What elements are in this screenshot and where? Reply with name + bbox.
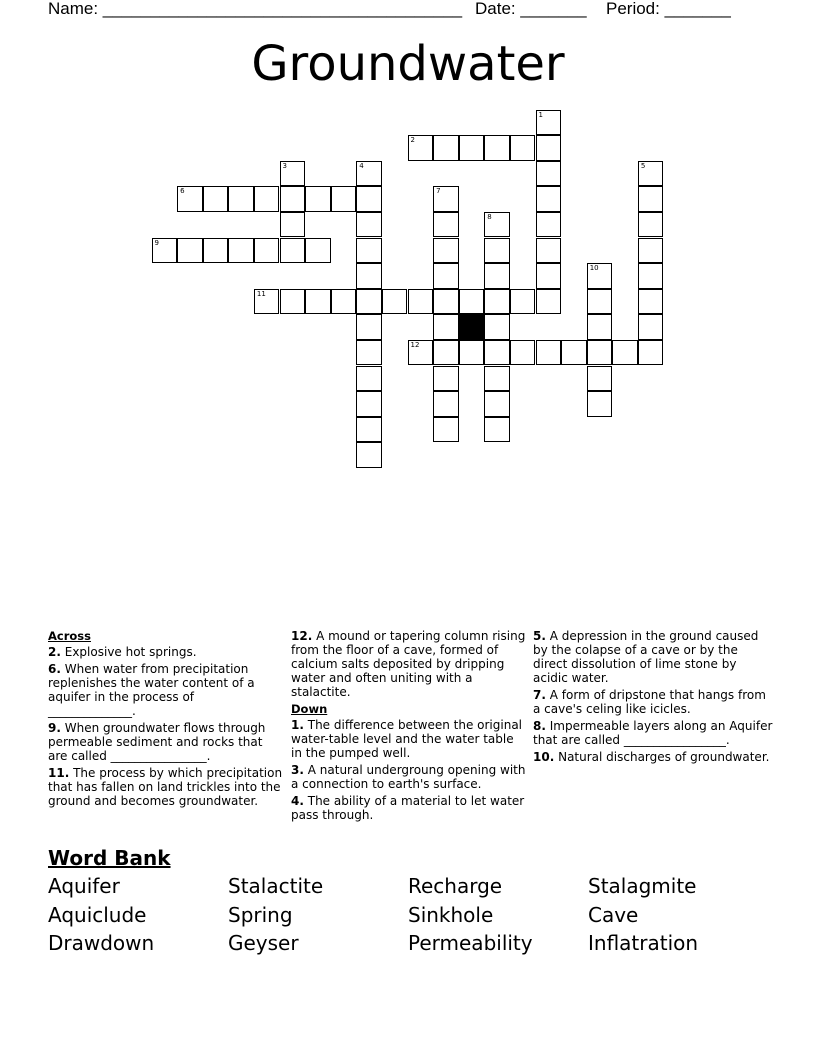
- clue-number: 8: [487, 212, 492, 221]
- clue-across-9: 9. When groundwater flows through permeable sediment and rocks that are called ________________.: [48, 721, 266, 763]
- crossword-cell[interactable]: [254, 238, 280, 264]
- crossword-cell[interactable]: [510, 289, 536, 315]
- crossword-cell[interactable]: [459, 135, 485, 161]
- crossword-cell[interactable]: [587, 263, 613, 289]
- crossword-cell[interactable]: [356, 186, 382, 212]
- crossword-cell[interactable]: [356, 417, 382, 443]
- crossword-cell[interactable]: [356, 289, 382, 315]
- crossword-cell[interactable]: [587, 366, 613, 392]
- crossword-cell[interactable]: [305, 289, 331, 315]
- crossword-cell[interactable]: [305, 186, 331, 212]
- crossword-cell[interactable]: [638, 238, 664, 264]
- crossword-cell[interactable]: [536, 135, 562, 161]
- crossword-cell[interactable]: [484, 340, 510, 366]
- clue-number: 2: [410, 136, 415, 145]
- crossword-cell[interactable]: [638, 212, 664, 238]
- crossword-cell[interactable]: [331, 186, 357, 212]
- crossword-cell[interactable]: [433, 186, 459, 212]
- page-title: Groundwater: [251, 36, 565, 92]
- word-bank-word: Spring: [228, 903, 293, 927]
- clue-down-3: 3. A natural undergroung opening with a connection to earth's surface.: [291, 763, 526, 791]
- crossword-cell[interactable]: [228, 186, 254, 212]
- crossword-cell[interactable]: [356, 314, 382, 340]
- crossword-cell[interactable]: [177, 238, 203, 264]
- crossword-cell[interactable]: [484, 238, 510, 264]
- crossword-cell[interactable]: [382, 289, 408, 315]
- crossword-cell[interactable]: [536, 340, 562, 366]
- crossword-cell[interactable]: [612, 340, 638, 366]
- crossword-cell[interactable]: [356, 161, 382, 187]
- crossword-black-cell: [459, 314, 485, 340]
- clues-column-2: [291, 629, 527, 825]
- crossword-cell[interactable]: [561, 340, 587, 366]
- clue-down-4: 4. The ability of a material to let water pass through.: [291, 794, 525, 822]
- clues-column-3: [533, 629, 773, 767]
- crossword-cell[interactable]: [587, 340, 613, 366]
- crossword-cell[interactable]: [356, 391, 382, 417]
- crossword-cell[interactable]: [356, 238, 382, 264]
- clue-across-12: 12. A mound or tapering column rising from the floor of a cave, formed of calcium salts deposited by dripping water and often uniting with a stalactite.: [291, 629, 526, 699]
- crossword-cell[interactable]: [484, 314, 510, 340]
- crossword-cell[interactable]: [484, 212, 510, 238]
- clue-number: 1: [538, 110, 543, 119]
- crossword-cell[interactable]: [587, 314, 613, 340]
- crossword-cell[interactable]: [510, 340, 536, 366]
- word-bank-word: Drawdown: [48, 931, 155, 955]
- crossword-cell[interactable]: [536, 161, 562, 187]
- clue-number: 12: [410, 340, 420, 349]
- crossword-cell[interactable]: [254, 186, 280, 212]
- crossword-cell[interactable]: [484, 289, 510, 315]
- crossword-cell[interactable]: [536, 289, 562, 315]
- clue-number: 3: [282, 161, 287, 170]
- crossword-cell[interactable]: [177, 186, 203, 212]
- clue-across-11: 11. The process by which precipitation that has fallen on land trickles into the ground and becomes groundwater.: [48, 766, 283, 808]
- clue-number: 6: [180, 187, 185, 196]
- crossword-cell[interactable]: [638, 161, 664, 187]
- crossword-cell[interactable]: [510, 135, 536, 161]
- crossword-cell[interactable]: [433, 212, 459, 238]
- crossword-cell[interactable]: [536, 110, 562, 136]
- word-bank-word: Aquifer: [48, 874, 120, 898]
- name-field-label: Name: ______________________________________: [48, 0, 463, 18]
- crossword-cell[interactable]: [484, 391, 510, 417]
- crossword-cell[interactable]: [280, 186, 306, 212]
- crossword-cell[interactable]: [280, 212, 306, 238]
- word-bank-word: Inflatration: [588, 931, 699, 955]
- crossword-cell[interactable]: [280, 161, 306, 187]
- clue-down-8: 8. Impermeable layers along an Aquifer that are called _________________.: [533, 719, 773, 747]
- clue-number: 11: [256, 289, 266, 298]
- crossword-cell[interactable]: [408, 340, 434, 366]
- crossword-cell[interactable]: [638, 289, 664, 315]
- crossword-cell[interactable]: [433, 391, 459, 417]
- crossword-cell[interactable]: [484, 263, 510, 289]
- word-bank-word: Cave: [588, 903, 639, 927]
- crossword-cell[interactable]: [356, 263, 382, 289]
- crossword-cell[interactable]: [536, 212, 562, 238]
- word-bank-word: Recharge: [408, 874, 503, 898]
- crossword-cell[interactable]: [638, 263, 664, 289]
- clue-number: 7: [436, 187, 441, 196]
- crossword-cell[interactable]: [484, 417, 510, 443]
- crossword-cell[interactable]: [203, 186, 229, 212]
- crossword-cell[interactable]: [408, 135, 434, 161]
- crossword-cell[interactable]: [331, 289, 357, 315]
- date-field-label: Date: _______: [475, 0, 587, 18]
- crossword-cell[interactable]: [459, 289, 485, 315]
- crossword-cell[interactable]: [433, 340, 459, 366]
- crossword-cell[interactable]: [305, 238, 331, 264]
- crossword-cell[interactable]: [228, 238, 254, 264]
- crossword-cell[interactable]: [536, 186, 562, 212]
- crossword-cell[interactable]: [433, 314, 459, 340]
- crossword-cell[interactable]: [484, 135, 510, 161]
- clue-number: 5: [640, 161, 646, 170]
- down-heading: Down: [291, 702, 328, 716]
- word-bank-word: Stalactite: [228, 874, 324, 898]
- across-heading: Across: [48, 629, 91, 643]
- clue-down-1: 1. The difference between the original water-table level and the water table in the pumped well.: [291, 718, 523, 760]
- word-bank-word: Geyser: [228, 931, 299, 955]
- crossword-cell[interactable]: [203, 238, 229, 264]
- crossword-cell[interactable]: [433, 238, 459, 264]
- clue-number: 10: [589, 264, 599, 273]
- crossword-cell[interactable]: [536, 238, 562, 264]
- crossword-cell[interactable]: [433, 289, 459, 315]
- clue-down-10: 10. Natural discharges of groundwater.: [533, 750, 770, 764]
- crossword-cell[interactable]: [408, 289, 434, 315]
- crossword-cell[interactable]: [484, 366, 510, 392]
- crossword-cell[interactable]: [459, 340, 485, 366]
- crossword-cell[interactable]: [280, 289, 306, 315]
- word-bank-word: Aquiclude: [48, 903, 147, 927]
- clue-number: 4: [359, 161, 364, 170]
- crossword-cell[interactable]: [152, 238, 178, 264]
- crossword-grid: [0, 0, 816, 480]
- crossword-cell[interactable]: [254, 289, 280, 315]
- word-bank-word: Stalagmite: [588, 874, 697, 898]
- clue-number: 9: [154, 238, 159, 247]
- word-bank-word: Permeability: [408, 931, 533, 955]
- clue-down-7: 7. A form of dripstone that hangs from a cave's celing like icicles.: [533, 688, 766, 716]
- crossword-cell[interactable]: [433, 135, 459, 161]
- crossword-cell[interactable]: [587, 391, 613, 417]
- word-bank-word: Sinkhole: [408, 903, 494, 927]
- clue-across-2: 2. Explosive hot springs.: [48, 645, 197, 659]
- crossword-cell[interactable]: [356, 340, 382, 366]
- crossword-cell[interactable]: [433, 263, 459, 289]
- period-field-label: Period: _______: [606, 0, 731, 18]
- crossword-cell[interactable]: [638, 186, 664, 212]
- crossword-cell[interactable]: [280, 238, 306, 264]
- clue-down-5: 5. A depression in the ground caused by the colapse of a cave or by the direct dissolution of lime stone by acidic water.: [533, 629, 759, 685]
- clues-column-1: [48, 629, 284, 811]
- crossword-cell[interactable]: [587, 289, 613, 315]
- clue-across-6: 6. When water from precipitation replenishes the water content of a aquifer in the process of ______________.: [48, 662, 255, 718]
- crossword-cell[interactable]: [433, 366, 459, 392]
- crossword-cell[interactable]: [536, 263, 562, 289]
- crossword-cell[interactable]: [638, 340, 664, 366]
- crossword-cell[interactable]: [356, 442, 382, 468]
- word-bank-title: Word Bank: [48, 846, 171, 870]
- crossword-cell[interactable]: [356, 212, 382, 238]
- crossword-cell[interactable]: [433, 417, 459, 443]
- crossword-cell[interactable]: [638, 314, 664, 340]
- crossword-cell[interactable]: [356, 366, 382, 392]
